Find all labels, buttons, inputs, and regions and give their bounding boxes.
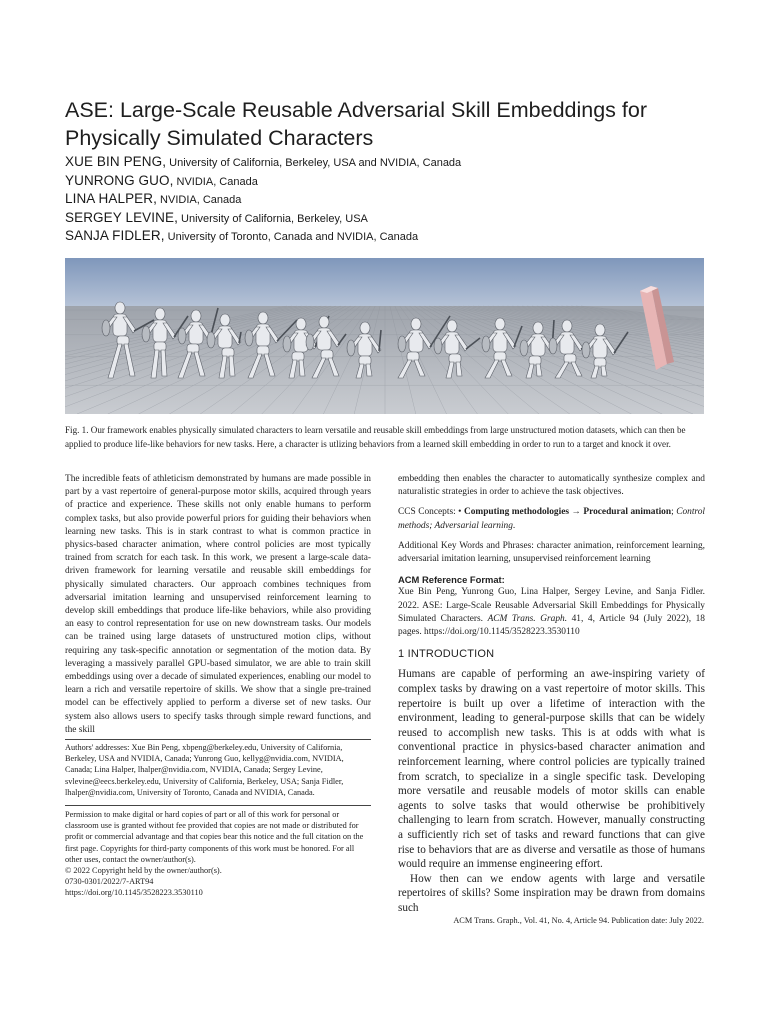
shield xyxy=(434,338,442,354)
right-column xyxy=(398,473,705,916)
author-affiliation: NVIDIA, Canada xyxy=(157,194,242,206)
introduction-body xyxy=(398,667,705,915)
ccs-primary: Computing methodologies → Procedural animation xyxy=(463,507,672,518)
author-name: SERGEY LEVINE, xyxy=(65,209,178,225)
author-entry xyxy=(65,172,715,191)
shield xyxy=(549,338,557,354)
author-affiliation: NVIDIA, Canada xyxy=(173,175,258,188)
ccs-separator: ; xyxy=(671,507,677,518)
author-affiliation: University of California, Berkeley, USA xyxy=(177,212,368,225)
sky xyxy=(65,258,704,306)
intro-paragraph: How then can we endow agents with large and versatile repertoires of skills? Some inspiration may be drawn from domains such xyxy=(398,872,705,914)
ccs-concepts xyxy=(398,506,705,532)
ccs-end: . xyxy=(512,520,516,531)
author-name: SANJA FIDLER, xyxy=(65,228,165,243)
author-affiliation: University of Toronto, Canada and NVIDIA, Canada xyxy=(164,231,419,243)
author-name: LINA HALPER, xyxy=(65,191,157,206)
author-name: XUE BIN PENG, xyxy=(65,154,167,169)
shield xyxy=(482,336,490,352)
teaser-figure xyxy=(65,258,704,414)
ccs-label: CCS Concepts: • xyxy=(398,507,464,518)
shield xyxy=(207,332,215,348)
shield xyxy=(102,320,110,336)
reference-details: 41, 4, Article 94 (July 2022), 18 pages. https://doi.org/10.1145/3528223.3530110 xyxy=(398,613,705,638)
section-heading-introduction: 1 INTRODUCTION xyxy=(398,648,495,661)
shield xyxy=(306,334,314,350)
left-column xyxy=(65,473,371,737)
shield xyxy=(582,342,590,358)
shield xyxy=(398,336,406,352)
doi-line: https://doi.org/10.1145/3528223.3530110 xyxy=(65,888,203,898)
reference-heading: ACM Reference Format: xyxy=(398,574,505,586)
shield xyxy=(347,340,355,356)
author-entry xyxy=(65,209,715,228)
footnote-rule xyxy=(65,739,371,740)
reference-format xyxy=(398,586,705,639)
author-entry xyxy=(65,227,715,246)
abstract-continued: embedding then enables the character to automatically synthesize complex and naturalistic strategies in order to achieve the task objectives. xyxy=(398,474,705,498)
author-list xyxy=(65,153,715,246)
footnote-rule xyxy=(65,805,371,806)
author-entry xyxy=(65,190,715,209)
running-footer: ACM Trans. Graph., Vol. 41, No. 4, Article 94. Publication date: July 2022. xyxy=(453,916,704,925)
shield xyxy=(245,330,253,346)
teaser-render xyxy=(65,258,704,414)
ccs-secondary: Control methods; Adversarial learning xyxy=(398,507,706,531)
author-entry xyxy=(65,153,715,172)
keywords: Additional Key Words and Phrases: character animation, reinforcement learning, adversarial imitation learning, unsupervised reinforcement learning xyxy=(398,540,705,565)
abstract: The incredible feats of athleticism demonstrated by humans are made possible in part by a vast repertoire of general-purpose motor skills, acquired through years of practice and experience. These skills not only enable humans to perform complex tasks, but also provide powerful priors for guiding their behaviors when learning new tasks. This is in stark contrast to what is common practice in physics-based character animation, where control policies are most typically trained from scratch for each task. In this work, we present a large-scale data-driven framework for learning versatile and reusable skill embeddings for physically simulated characters. Our approach combines techniques from adversarial imitation learning and unsupervised reinforcement learning to develop skill embeddings that produce life-like behaviors, while also providing an easy to control representation for use on new downstream tasks. Our models can be trained using large datasets of unstructured motion clips, without requiring any task-specific annotation or segmentation of the motion data. By leveraging a massively parallel GPU-based simulator, we are able to train skill embeddings using over a decade of simulated experiences, enabling our model to learn a rich and versatile repertoire of skills. We show that a single pre-trained model can be effectively applied to perform a diverse set of new tasks. Our system also allows users to specify tasks through simple reward functions, and the skill xyxy=(65,474,371,735)
intro-paragraph: Humans are capable of performing an awe-inspiring variety of complex tasks by drawing on a vast repertoire of motor skills. This repertoire is built up over a lifetime of interaction with the environment, leading to general-purpose skills that can be widely reused to accomplish new tasks. This is at odds with what is conventional practice in physics-based character animation and reinforcement learning, where control policies are typically trained from scratch, to specialize in a single specific task. Developing more versatile and reusable models of motor skills can enable agents to solve tasks that would otherwise be prohibitively challenging to learn from scratch. However, manually constructing a sufficiently rich set of tasks and reward functions that can give rise to behaviors that are as diverse and versatile as those of humans would require an immense engineering effort. xyxy=(398,668,705,871)
author-name: YUNRONG GUO, xyxy=(65,172,174,188)
copyright-line: © 2022 Copyright held by the owner/author(s). xyxy=(65,866,222,876)
shield xyxy=(178,328,186,344)
author-affiliation: University of California, Berkeley, USA and NVIDIA, Canada xyxy=(166,157,462,169)
reference-journal: ACM Trans. Graph. xyxy=(487,613,568,624)
figure-caption: Fig. 1. Our framework enables physically simulated characters to learn versatile and reusable skill embeddings from large unstructured motion datasets, which can then be applied to produce life-like behaviors for new tasks. Here, a character is utlizing behaviors from a learned skill embedding in order to run to a target and knock it over. xyxy=(65,425,686,449)
shield xyxy=(283,336,291,352)
author-addresses: Authors' addresses: Xue Bin Peng, xbpeng@berkeley.edu, University of California, Berkeley, USA and NVIDIA, Canada; Yunrong Guo, kellyg@nvidia.com, NVIDIA, Canada; Lina Halper, lhalper@nvidia.com, NVIDIA, Canada; Sergey Levine, svlevine@eecs.berkeley.edu, University of California, Berkeley, USA; Sanja Fidler, lhalper@nvidia.com, University of Toronto, Canada and NVIDIA, Canada. xyxy=(65,743,344,797)
permission-text: Permission to make digital or hard copies of part or all of this work for personal or classroom use is granted without fee provided that copies are not made or distributed for profit or commercial advantage and that copies bear this notice and the full citation on the first page. Copyrights for third-party components of this work must be honored. For all other uses, contact the owner/author(s). xyxy=(65,810,364,864)
permission-notice xyxy=(65,809,371,899)
shield xyxy=(142,326,150,342)
shield xyxy=(520,340,528,356)
reference-text: Xue Bin Peng, Yunrong Guo, Lina Halper, Sergey Levine, and Sanja Fidler. 2022. ASE: Large-Scale Reusable Adversarial Skill Embeddings for Physically Simulated Characters. xyxy=(398,587,705,624)
issn-line: 0730-0301/2022/7-ART94 xyxy=(65,877,154,887)
paper-title: ASE: Large-Scale Reusable Adversarial Skill Embeddings for Physically Simulated Characters xyxy=(65,98,647,150)
